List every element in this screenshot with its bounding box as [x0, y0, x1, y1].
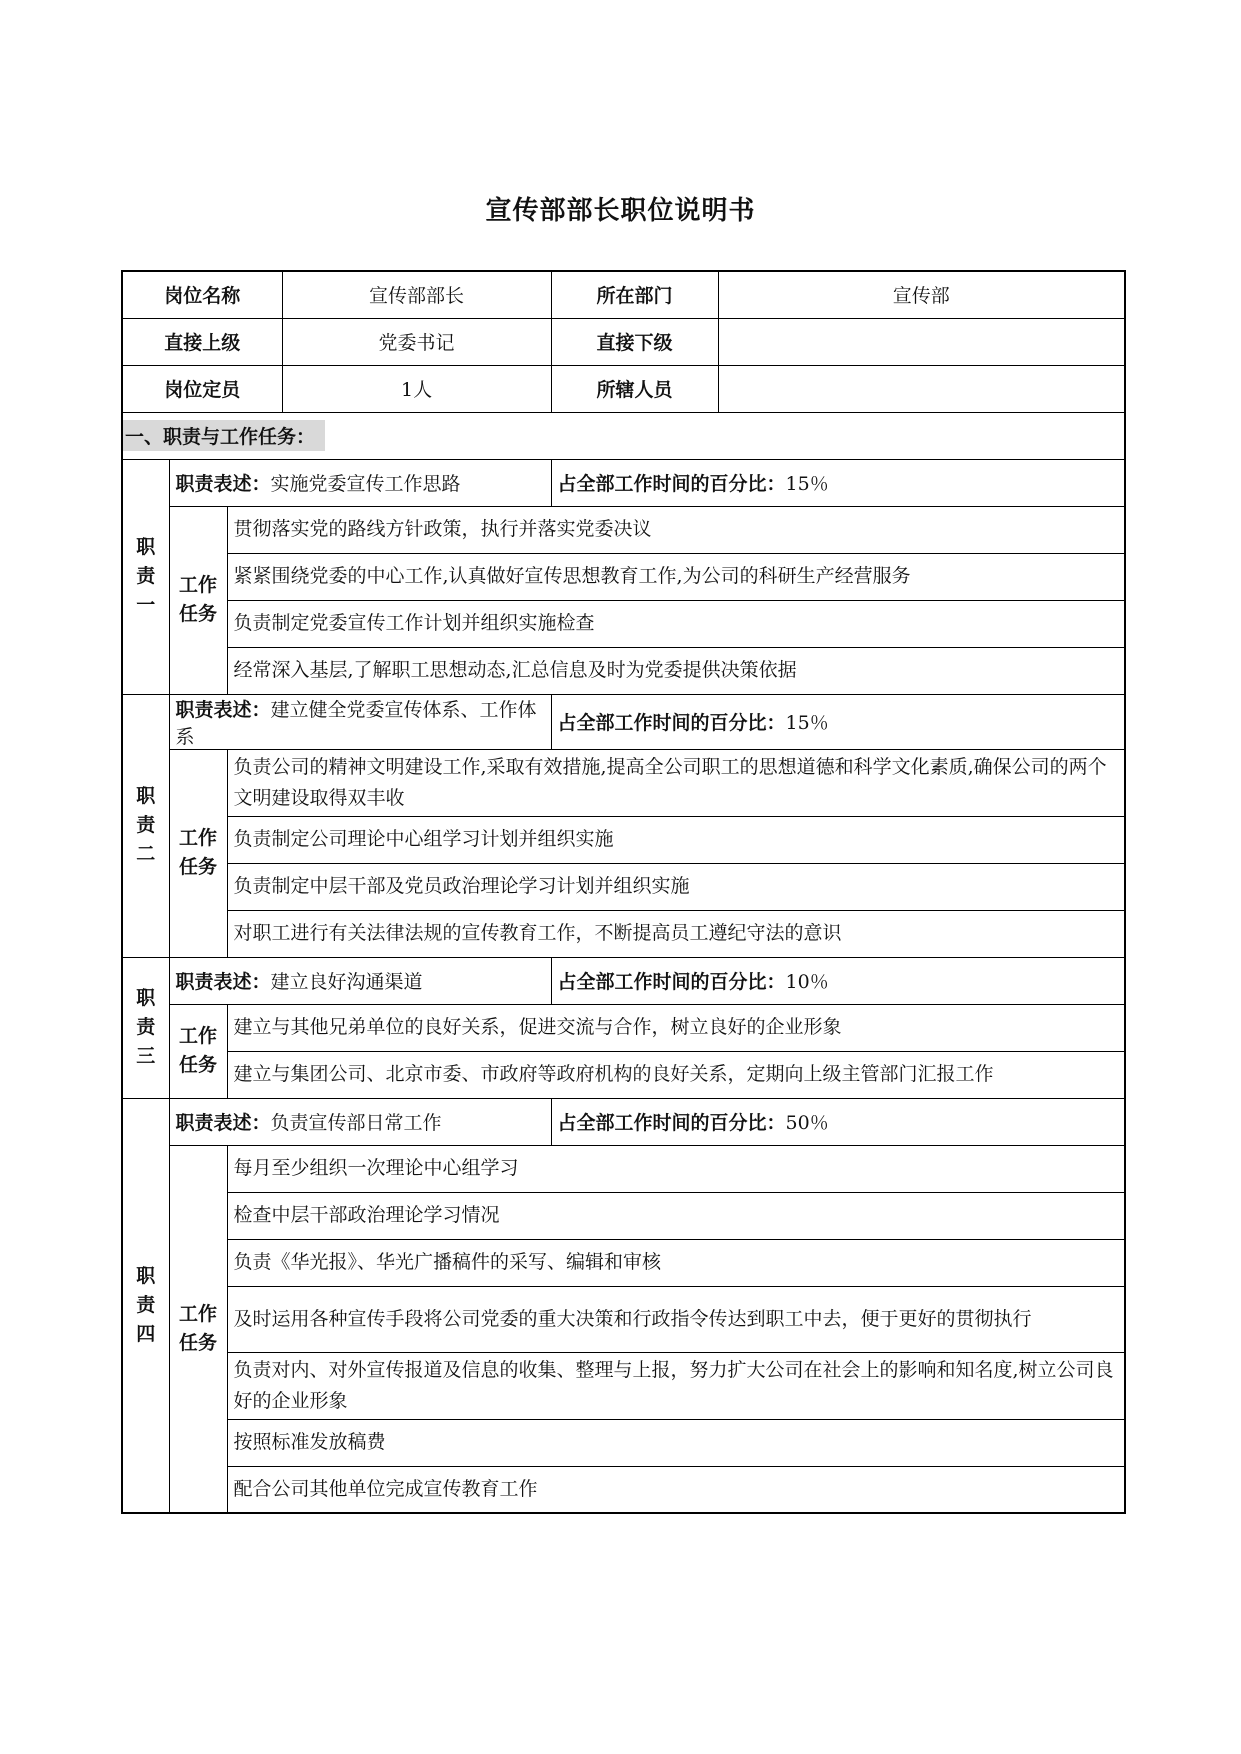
desc-label: 职责表述：	[175, 473, 271, 495]
task-item: 对职工进行有关法律法规的宣传教育工作，不断提高员工遵纪守法的意识	[227, 910, 1125, 957]
task-row	[122, 600, 1125, 647]
task-row	[122, 1192, 1125, 1239]
task-item: 建立与集团公司、北京市委、市政府等政府机构的良好关系，定期向上级主管部门汇报工作	[227, 1051, 1125, 1098]
task-label	[169, 1004, 227, 1098]
pct-label: 占全部工作时间的百分比：	[557, 712, 786, 734]
duty-percent	[551, 694, 1125, 749]
duty-description-row	[122, 694, 1125, 749]
duty-description	[169, 1098, 551, 1145]
task-row	[122, 553, 1125, 600]
duty-label-text: 职责三	[136, 987, 156, 1067]
value-headcount: 1人	[282, 365, 551, 412]
info-row	[122, 318, 1125, 365]
task-label-text: 工作任务	[178, 1025, 217, 1076]
label-direct-superior: 直接上级	[122, 318, 282, 365]
task-item: 贯彻落实党的路线方针政策，执行并落实党委决议	[227, 506, 1125, 553]
label-position-name: 岗位名称	[122, 271, 282, 318]
value-direct-superior: 党委书记	[282, 318, 551, 365]
task-item: 负责《华光报》、华光广播稿件的采写、编辑和审核	[227, 1239, 1125, 1286]
label-direct-subordinate: 直接下级	[551, 318, 718, 365]
duty-label	[122, 957, 169, 1098]
duty-label-text: 职责四	[136, 1264, 156, 1345]
task-row	[122, 506, 1125, 553]
task-row	[122, 1419, 1125, 1466]
task-row	[122, 1051, 1125, 1098]
duty-percent	[551, 957, 1125, 1004]
task-item: 及时运用各种宣传手段将公司党委的重大决策和行政指令传达到职工中去，便于更好的贯彻执行	[227, 1286, 1125, 1352]
job-description-table	[121, 270, 1126, 1514]
task-label-text: 工作任务	[178, 827, 217, 878]
duty-description	[169, 459, 551, 506]
duty-percent	[551, 459, 1125, 506]
desc-label: 职责表述：	[175, 698, 271, 721]
desc-text: 建立良好沟通渠道	[270, 971, 423, 993]
duty-description-row	[122, 1098, 1125, 1145]
label-department: 所在部门	[551, 271, 718, 318]
duty-label	[122, 1098, 169, 1513]
task-row	[122, 816, 1125, 863]
task-item: 负责公司的精神文明建设工作,采取有效措施,提高全公司职工的思想道德和科学文化素质,确保公司的两个文明建设取得双丰收	[227, 749, 1125, 816]
task-row	[122, 749, 1125, 816]
task-item: 每月至少组织一次理论中心组学习	[227, 1145, 1125, 1192]
pct-value: 15％	[785, 473, 829, 495]
task-label	[169, 1145, 227, 1513]
task-row	[122, 1145, 1125, 1192]
pct-value: 50％	[785, 1112, 829, 1134]
task-item: 建立与其他兄弟单位的良好关系，促进交流与合作，树立良好的企业形象	[227, 1004, 1125, 1051]
value-position-name: 宣传部部长	[282, 271, 551, 318]
task-label	[169, 749, 227, 957]
task-row	[122, 647, 1125, 694]
section-header-row	[122, 412, 1125, 459]
info-row	[122, 365, 1125, 412]
desc-text: 实施党委宣传工作思路	[270, 473, 461, 495]
duty-label-text: 职责一	[136, 536, 156, 616]
task-row	[122, 863, 1125, 910]
pct-value: 10％	[785, 971, 829, 993]
duty-description	[169, 694, 551, 749]
pct-label: 占全部工作时间的百分比：	[557, 1112, 786, 1134]
task-item: 配合公司其他单位完成宣传教育工作	[227, 1466, 1125, 1513]
value-direct-subordinate	[718, 318, 1125, 365]
task-item: 负责制定中层干部及党员政治理论学习计划并组织实施	[227, 863, 1125, 910]
page-title: 宣传部部长职位说明书	[485, 196, 756, 226]
duty-percent	[551, 1098, 1125, 1145]
duty-label	[122, 694, 169, 957]
value-staff-under	[718, 365, 1125, 412]
duty-description	[169, 957, 551, 1004]
task-row	[122, 1466, 1125, 1513]
task-item: 检查中层干部政治理论学习情况	[227, 1192, 1125, 1239]
pct-value: 15％	[785, 712, 829, 734]
pct-label: 占全部工作时间的百分比：	[557, 473, 786, 495]
task-row	[122, 1239, 1125, 1286]
desc-label: 职责表述：	[175, 971, 271, 993]
task-row	[122, 1004, 1125, 1051]
label-staff-under: 所辖人员	[551, 365, 718, 412]
task-item: 负责对内、对外宣传报道及信息的收集、整理与上报，努力扩大公司在社会上的影响和知名度,树立公司良好的企业形象	[227, 1352, 1125, 1419]
value-department: 宣传部	[718, 271, 1125, 318]
task-row	[122, 1352, 1125, 1419]
label-headcount: 岗位定员	[122, 365, 282, 412]
desc-text: 建立健全党委宣传体系、工作体系	[175, 698, 537, 748]
duty-description-row	[122, 459, 1125, 506]
duty-label-text: 职责二	[136, 785, 156, 865]
task-row	[122, 1286, 1125, 1352]
duty-description-row	[122, 957, 1125, 1004]
task-item: 紧紧围绕党委的中心工作,认真做好宣传思想教育工作,为公司的科研生产经营服务	[227, 553, 1125, 600]
info-row	[122, 271, 1125, 318]
task-item: 经常深入基层,了解职工思想动态,汇总信息及时为党委提供决策依据	[227, 647, 1125, 694]
pct-label: 占全部工作时间的百分比：	[557, 971, 786, 993]
task-item: 负责制定公司理论中心组学习计划并组织实施	[227, 816, 1125, 863]
task-item: 负责制定党委宣传工作计划并组织实施检查	[227, 600, 1125, 647]
task-label	[169, 506, 227, 694]
task-label-text: 工作任务	[178, 1302, 217, 1354]
task-label-text: 工作任务	[178, 574, 217, 625]
task-row	[122, 910, 1125, 957]
desc-label: 职责表述：	[175, 1112, 271, 1134]
duty-label	[122, 459, 169, 694]
section-title: 一、职责与工作任务：	[123, 420, 325, 451]
desc-text: 负责宣传部日常工作	[270, 1112, 442, 1134]
task-item: 按照标准发放稿费	[227, 1419, 1125, 1466]
